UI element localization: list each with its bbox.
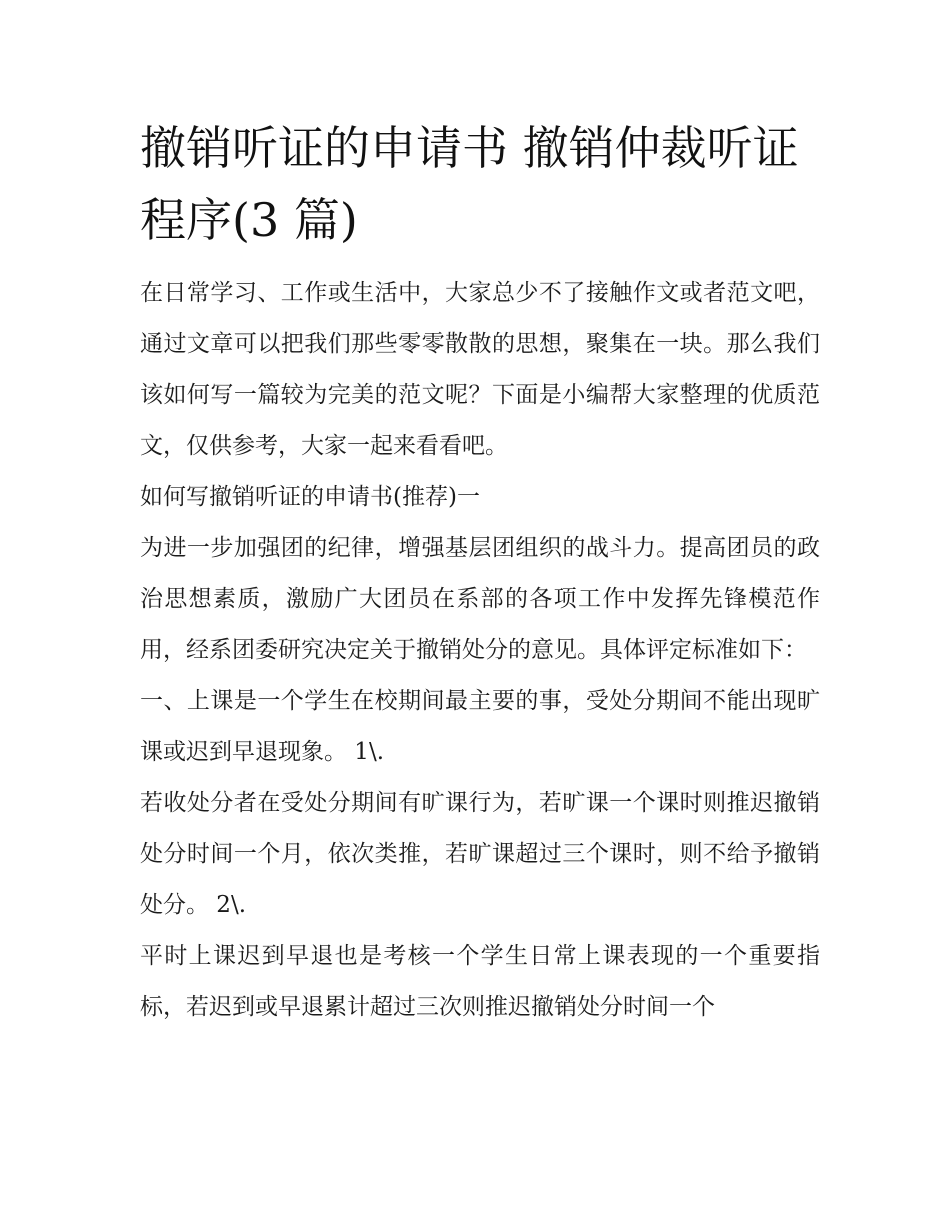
body-paragraph-lateness: 平时上课迟到早退也是考核一个学生日常上课表现的一个重要指标，若迟到或早退累计超过三次则推迟撤销处分时间一个 xyxy=(140,943,820,1020)
body-paragraph-rule-one: 一、上课是一个学生在校期间最主要的事，受处分期间不能出现旷课或迟到早退现象。 1\. xyxy=(140,688,820,765)
body-paragraph-purpose: 为进一步加强团的纪律，增强基层团组织的战斗力。提高团员的政治思想素质，激励广大团员在系部的各项工作中发挥先锋模范作用，经系团委研究决定关于撤销处分的意见。具体评定标准如下： xyxy=(140,535,820,663)
section-heading: 如何写撤销听证的申请书(推荐)一 xyxy=(140,484,480,510)
document-body xyxy=(140,112,820,1033)
document-title: 撤销听证的申请书 撤销仲裁听证程序(3 篇) xyxy=(140,121,799,247)
body-paragraph-absence: 若收处分者在受处分期间有旷课行为，若旷课一个课时则推迟撤销处分时间一个月，依次类推，若旷课超过三个课时，则不给予撤销处分。 2\. xyxy=(140,790,820,918)
intro-paragraph: 在日常学习、工作或生活中，大家总少不了接触作文或者范文吧，通过文章可以把我们那些零零散散的思想，聚集在一块。那么我们该如何写一篇较为完美的范文呢？下面是小编帮大家整理的优质范文，仅供参考，大家一起来看看吧。 xyxy=(140,280,820,459)
